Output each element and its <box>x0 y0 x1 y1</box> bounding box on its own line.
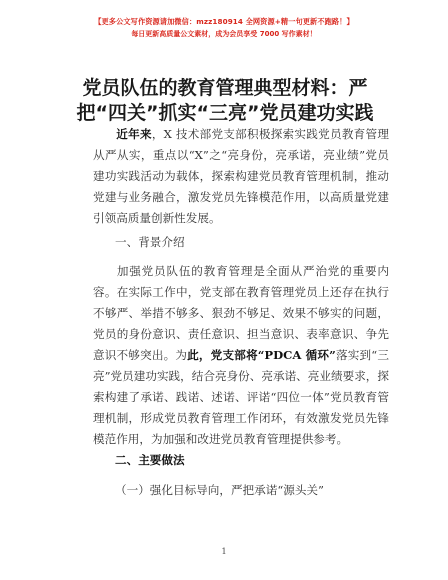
intro-text: ，X 技术部党支部积极探索实践党员教育管理从严从实，重点以“X”之“亮身份，亮承诺，亮业绩”党员建功实践活动为载体，探索构建党员教育管理机制，推动党建与业务融合，激发党员先锋模范作用，以高质量党建引领高质量创新性发展。 <box>93 127 389 225</box>
subsection-1-heading: （一）强化目标导向，严把承诺“源头关” <box>115 483 324 497</box>
section-2-heading: 二、主要做法 <box>115 453 185 467</box>
background-bold: 此，党支部将“PDCA 循环” <box>187 348 336 362</box>
promo-banner-line-1: 【更多公文写作资源请加微信：mzz180914 全网资源+精一句更新不跑路！】 <box>94 17 354 26</box>
background-paragraph <box>93 261 389 450</box>
background-text-b: 落实到“三亮”党员建功实践，结合亮身份、亮承诺、亮业绩要求，探索构建了承诺、践诺、述诺、评诺“四位一体”党员教育管理机制，形成党员教育管理工作闭环，有效激发党员先锋模范作用，为加强和改进党员教育管理提供参考。 <box>93 348 389 446</box>
intro-lead: 近年来 <box>116 127 152 141</box>
page-number: 1 <box>221 547 227 556</box>
section-1-heading: 一、背景介绍 <box>115 235 185 249</box>
document-title: 党员队伍的教育管理典型材料：严把“四关”抓实“三亮”党员建功实践 <box>76 77 374 124</box>
intro-paragraph <box>93 124 389 229</box>
background-text-a: 加强党员队伍的教育管理是全面从严治党的重要内容。在实际工作中，党支部在教育管理党员上还存在执行不够严、举措不够多、狠劲不够足、效果不够实的问题，党员的身份意识、责任意识、担当意识、表率意识、争先意识不够突出。为 <box>93 264 389 362</box>
promo-banner-line-2: 每日更新高质量公文素材，成为会员享受 7000 写作素材！ <box>131 30 317 38</box>
